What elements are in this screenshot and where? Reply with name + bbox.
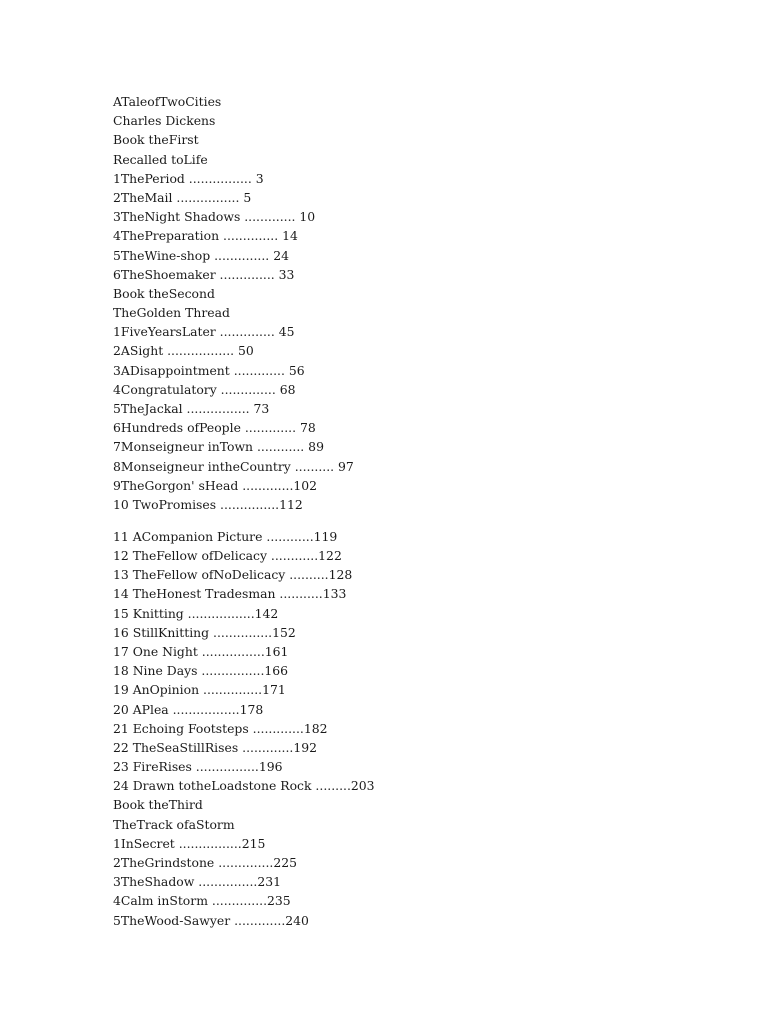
chapter-entry: 8Monseigneur intheCountry .......... 97 (113, 458, 354, 474)
chapter-entry: 22 TheSeaStillRises .............192 (113, 739, 317, 755)
chapter-entry: 10 TwoPromises ...............112 (113, 496, 303, 512)
chapter-entry: 2TheMail ................ 5 (113, 189, 252, 205)
section-gap (113, 514, 673, 527)
chapter-entry: 3TheShadow ...............231 (113, 874, 281, 890)
chapter-entry: 12 TheFellow ofDelicacy ............122 (113, 548, 342, 563)
book-heading: Book theThird (113, 797, 203, 813)
chapter-list (113, 322, 673, 514)
chapter-entry: 1ThePeriod ................ 3 (113, 170, 264, 186)
book-title: ATaleofTwoCities (113, 94, 222, 109)
chapter-entry: 20 APlea .................178 (113, 701, 264, 717)
chapter-entry: 4ThePreparation .............. 14 (113, 228, 298, 244)
book-subtitle: Recalled toLife (113, 151, 208, 167)
chapter-entry: 13 TheFellow ofNoDelicacy ..........128 (113, 567, 353, 583)
chapter-entry: 19 AnOpinion ...............171 (113, 682, 286, 698)
author-name: Charles Dickens (113, 113, 216, 129)
chapter-entry: 4Congratulatory .............. 68 (113, 381, 296, 397)
chapter-entry: 11 ACompanion Picture ............119 (113, 528, 338, 544)
chapter-entry: 5TheWood-Sawyer .............240 (113, 912, 309, 928)
chapter-entry: 18 Nine Days ................166 (113, 663, 289, 679)
chapter-entry: 3TheNight Shadows ............. 10 (113, 209, 316, 225)
chapter-entry: 1InSecret ................215 (113, 835, 266, 851)
chapter-entry: 5TheJackal ................ 73 (113, 401, 270, 416)
book-subtitle: TheGolden Thread (113, 305, 230, 321)
chapter-entry: 23 FireRises ................196 (113, 759, 283, 775)
chapter-entry: 4Calm inStorm ..............235 (113, 893, 291, 909)
chapter-entry: 5TheWine-shop .............. 24 (113, 247, 289, 263)
chapter-entry: 1FiveYearsLater .............. 45 (113, 324, 295, 340)
chapter-entry: 3ADisappointment ............. 56 (113, 362, 305, 378)
chapter-entry: 14 TheHonest Tradesman ...........133 (113, 586, 347, 602)
chapter-entry: 15 Knitting .................142 (113, 605, 279, 621)
chapter-entry: 2TheGrindstone ..............225 (113, 855, 297, 870)
chapter-entry: 7Monseigneur inTown ............ 89 (113, 439, 324, 455)
table-of-contents (113, 92, 673, 930)
book-subtitle: TheTrack ofaStorm (113, 816, 235, 832)
chapter-list (113, 527, 673, 796)
chapter-entry: 16 StillKnitting ...............152 (113, 624, 296, 640)
chapter-list (113, 169, 673, 284)
chapter-entry: 17 One Night ................161 (113, 643, 289, 659)
book-heading: Book theSecond (113, 285, 215, 301)
chapter-entry: 6Hundreds ofPeople ............. 78 (113, 420, 316, 436)
chapter-entry: 9TheGorgon' sHead .............102 (113, 477, 318, 493)
chapter-entry: 6TheShoemaker .............. 33 (113, 266, 295, 282)
chapter-entry: 2ASight ................. 50 (113, 343, 254, 359)
chapter-list (113, 834, 673, 930)
chapter-entry: 24 Drawn totheLoadstone Rock .........203 (113, 778, 375, 794)
chapter-entry: 21 Echoing Footsteps .............182 (113, 720, 328, 736)
book-heading: Book theFirst (113, 132, 199, 148)
